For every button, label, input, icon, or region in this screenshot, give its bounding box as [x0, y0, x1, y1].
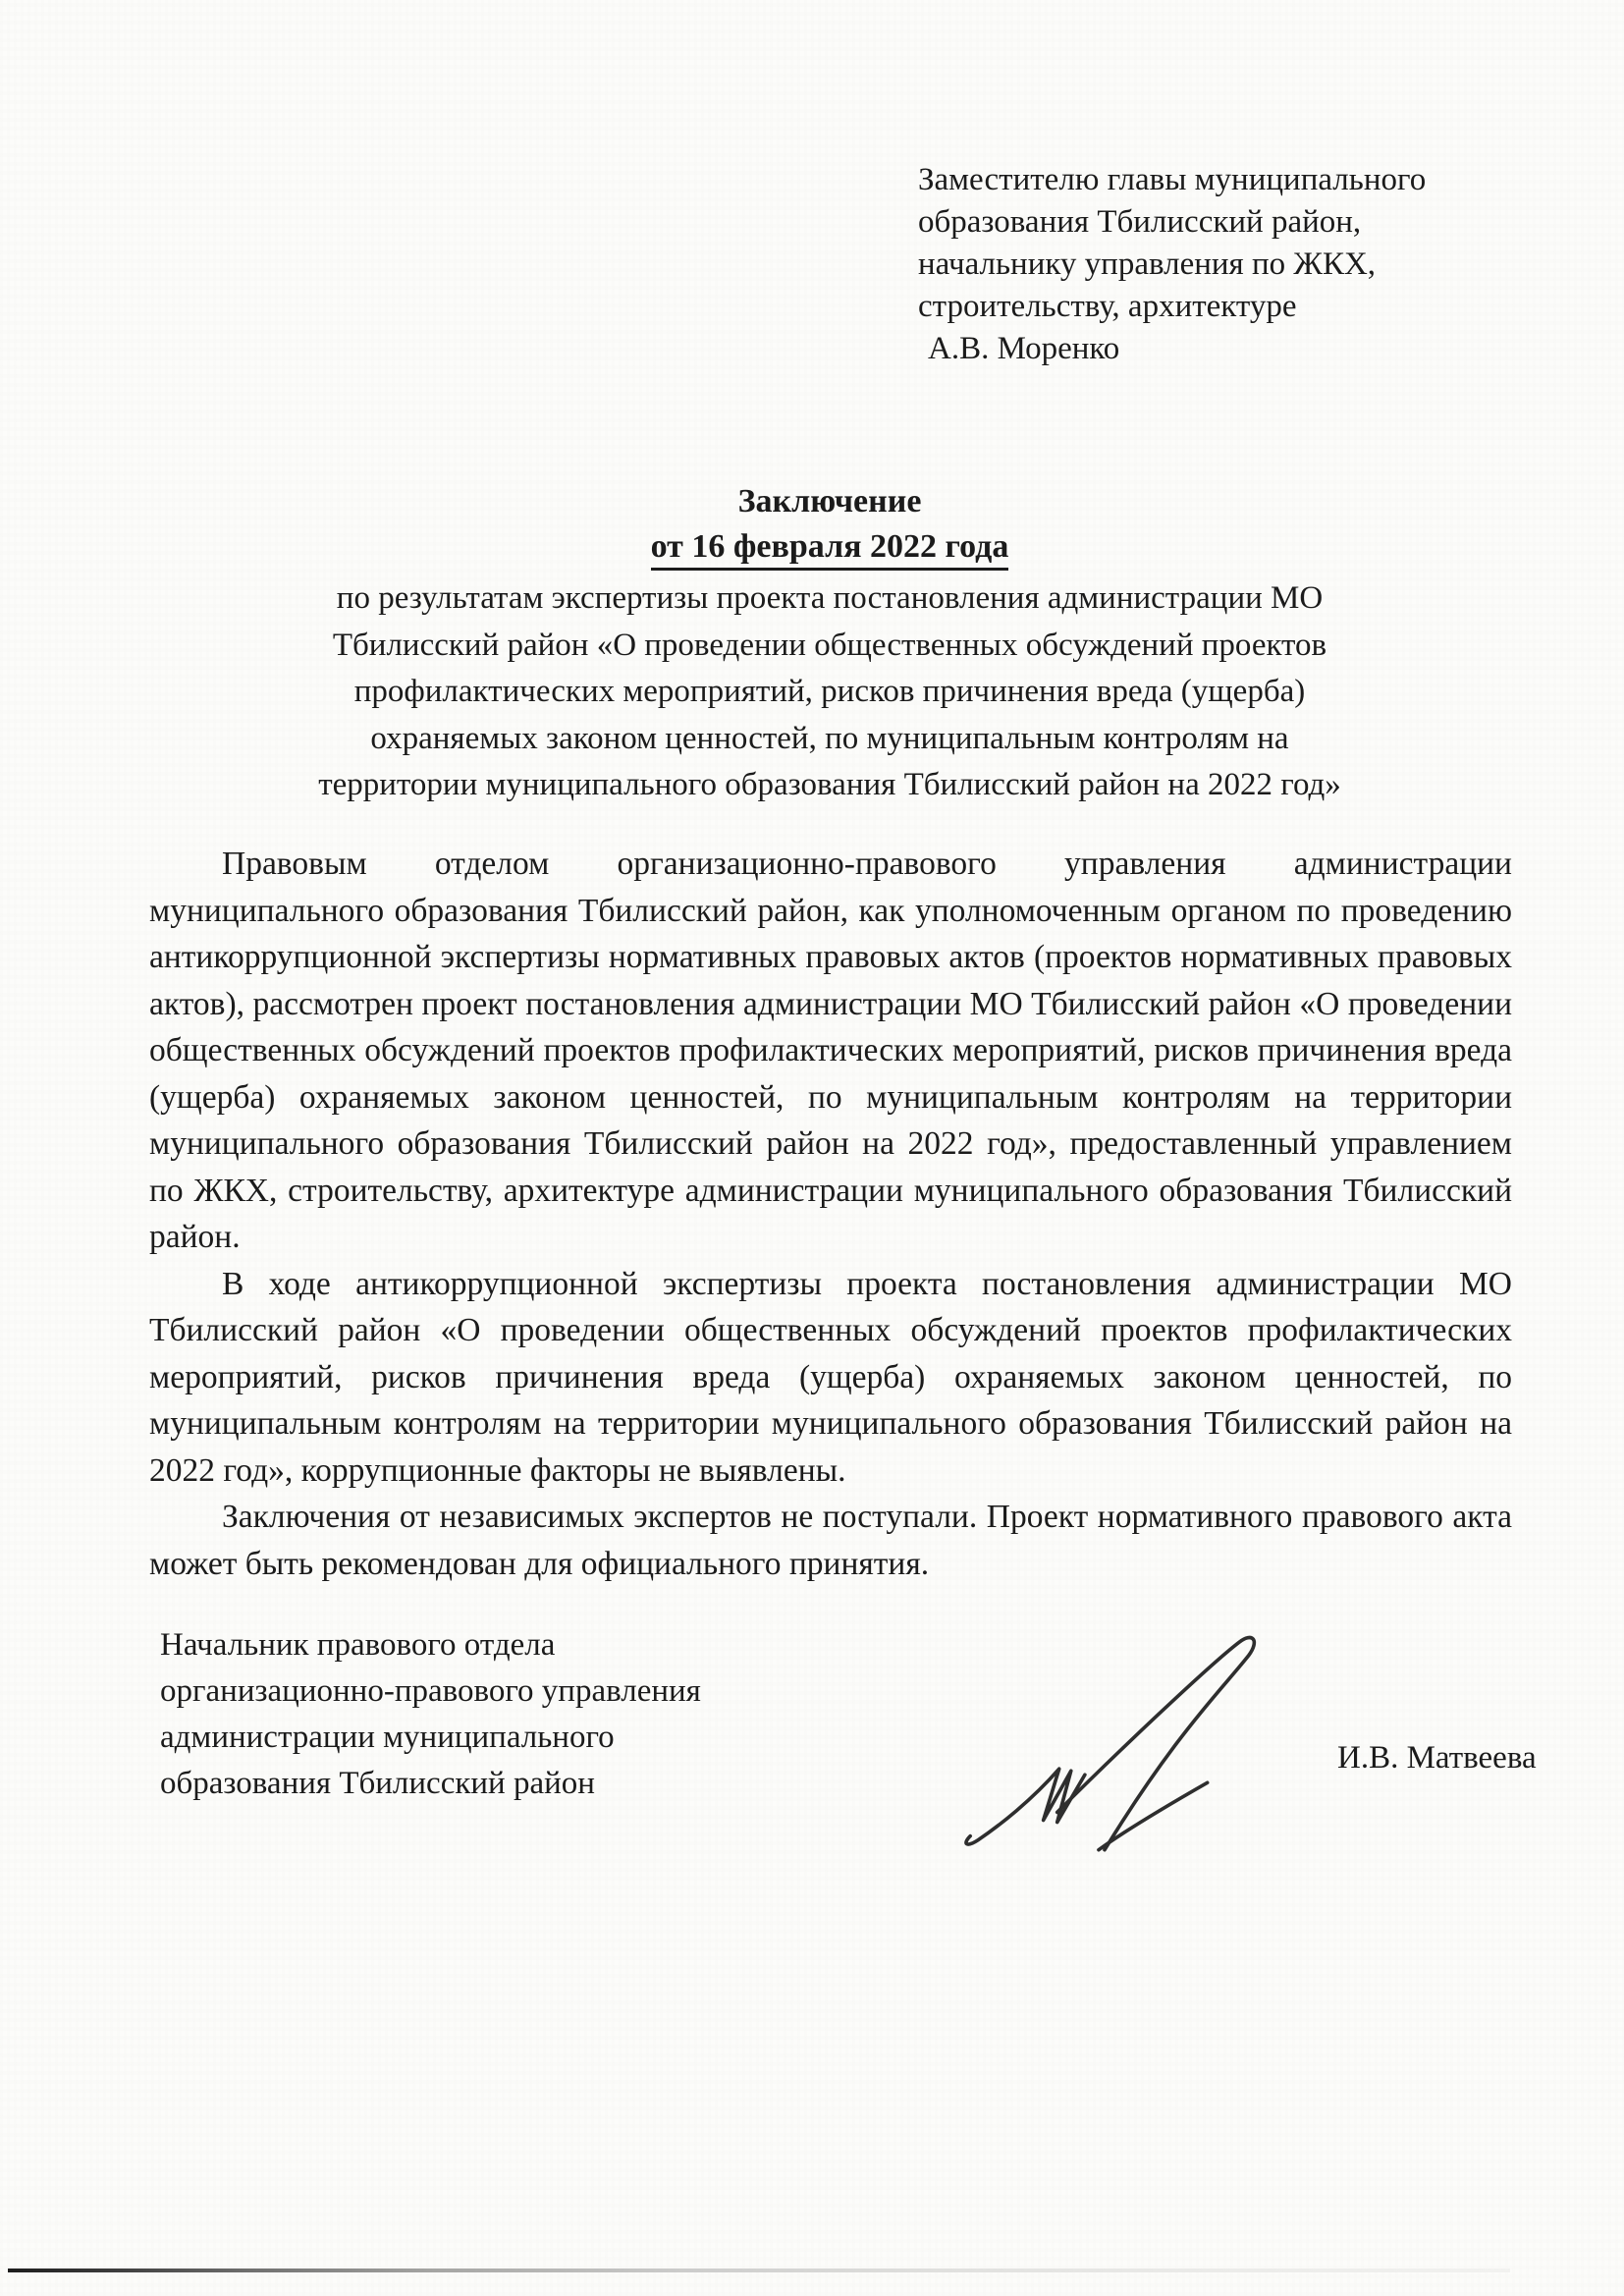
body-paragraph: В ходе антикоррупционной экспертизы проекта постановления администрации МО Тбилисский район «О проведении общественных обсуждений проектов профилактических мероприятий, рисков причинения вреда (ущерба) охраняемых законом ценностей, по муниципальным контролям на территории муниципального образования Тбилисский район на 2022 год», коррупционные факторы не выявлены.: [149, 1265, 1512, 1489]
signatory-name: И.В. Матвеева: [1337, 1740, 1537, 1776]
document-title: Заключение: [737, 483, 922, 519]
addressee-name: А.В. Моренко: [928, 331, 1120, 366]
signatory-position-line: администрации муниципального: [160, 1720, 615, 1755]
document-body: [149, 841, 1512, 1587]
body-paragraph: Правовым отделом организационно-правового управления администрации муниципального образования Тбилисский район, как уполномоченным органом по проведению антикоррупционной экспертизы нормативных правовых актов (проектов нормативных правовых актов), рассмотрен проект постановления администрации МО Тбилисский район «О проведении общественных обсуждений проектов профилактических мероприятий, рисков причинения вреда (ущерба) охраняемых законом ценностей, по муниципальным контролям на территории муниципального образования Тбилисский район на 2022 год», предоставленный управлением по ЖКХ, строительству, архитектуре администрации муниципального образования Тбилисский район.: [149, 846, 1512, 1255]
document-title-block: [147, 479, 1512, 809]
signatory-position-line: Начальник правового отдела: [160, 1627, 556, 1663]
body-paragraph: Заключения от независимых экспертов не поступали. Проект нормативного правового акта может быть рекомендован для официального принятия.: [149, 1499, 1512, 1582]
document-subtitle-line: территории муниципального образования Тбилисский район на 2022 год»: [318, 767, 1341, 802]
addressee-line: начальнику управления по ЖКХ,: [918, 246, 1377, 282]
signatory-position-block: [160, 1622, 701, 1807]
scan-edge-artifact: [8, 2269, 1510, 2272]
addressee-line: строительству, архитектуре: [918, 289, 1297, 324]
document-date: [147, 524, 1512, 570]
handwritten-signature-icon: [941, 1613, 1267, 1860]
document-subtitle-line: Тбилисский район «О проведении общественных обсуждений проектов: [332, 627, 1327, 663]
addressee-line: Заместителю главы муниципального: [918, 162, 1427, 197]
document-subtitle-line: профилактических мероприятий, рисков причинения вреда (ущерба): [353, 674, 1306, 709]
document-date-text: от 16 февраля 2022 года: [651, 528, 1009, 571]
addressee-block: [918, 159, 1426, 370]
addressee-line: образования Тбилисский район,: [918, 204, 1362, 240]
signatory-position-line: образования Тбилисский район: [160, 1766, 595, 1801]
document-subtitle-line: по результатам экспертизы проекта постановления администрации МО: [336, 580, 1324, 616]
document-subtitle-line: охраняемых законом ценностей, по муниципальным контролям на: [370, 720, 1289, 756]
signatory-position-line: организационно-правового управления: [160, 1673, 701, 1709]
